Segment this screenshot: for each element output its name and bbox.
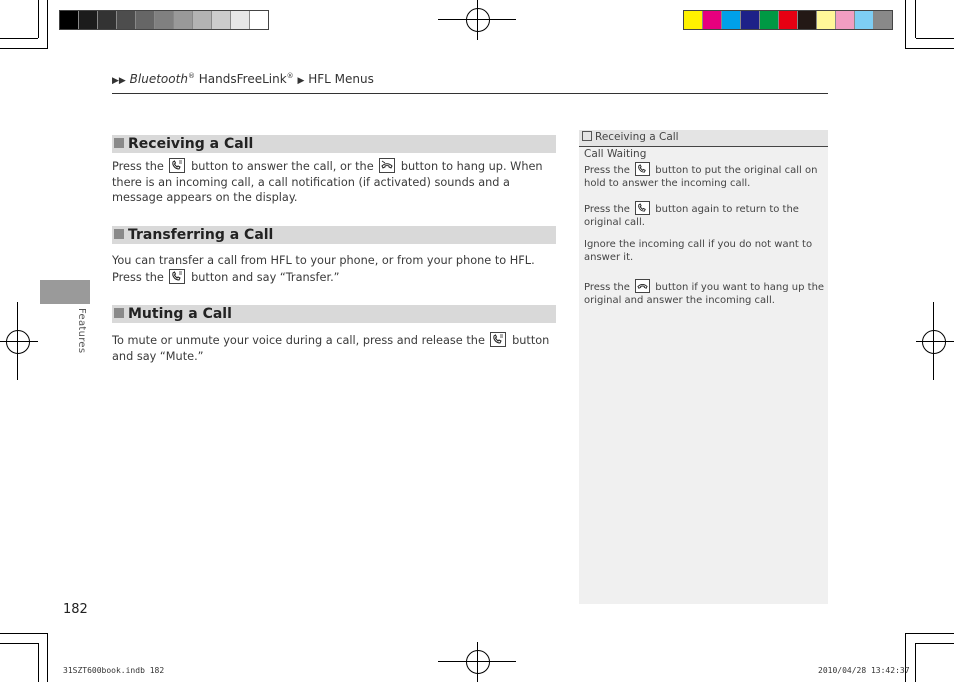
color-swatch	[703, 11, 722, 29]
color-swatch	[855, 11, 874, 29]
gray-swatch	[79, 11, 98, 29]
print-footer-file: 31SZT600book.indb 182	[63, 666, 165, 675]
gray-swatch	[98, 11, 117, 29]
gray-swatch	[60, 11, 79, 29]
color-swatch	[741, 11, 760, 29]
heading-muting-a-call: Muting a Call	[112, 305, 556, 323]
pickup-button-icon	[169, 269, 185, 284]
square-bullet-icon	[114, 308, 124, 318]
page-number: 182	[63, 602, 88, 617]
breadcrumb-arrow-icon: ▶	[297, 76, 305, 86]
pickup-button-icon	[169, 158, 185, 173]
color-swatch	[779, 11, 798, 29]
breadcrumb-item-handsfreelink: HandsFreeLink	[198, 72, 287, 86]
gray-swatch	[231, 11, 250, 29]
pickup-button-icon	[635, 201, 650, 215]
gray-swatch	[250, 11, 268, 29]
pickup-button-icon	[490, 332, 506, 347]
section-tab-label: Features	[76, 308, 87, 354]
gray-swatch	[117, 11, 136, 29]
square-bullet-icon	[114, 138, 124, 148]
color-swatch	[874, 11, 892, 29]
paragraph-receiving-a-call: Press the button to answer the call, or the button to hang up. When there is an incoming call, a call notification (if activated) sounds and a message appears on the display.	[112, 160, 543, 204]
header-rule	[112, 93, 828, 94]
print-footer-timestamp: 2010/04/28 13:42:37	[818, 666, 910, 675]
color-swatch	[798, 11, 817, 29]
sidebar-heading: Receiving a Call	[579, 130, 828, 146]
sidebar-paragraph-1: Press the button to put the original call on hold to answer the incoming call.	[584, 162, 827, 190]
sidebar-paragraph-4: Press the button if you want to hang up the original and answer the incoming call.	[584, 279, 827, 307]
note-icon	[582, 131, 592, 141]
color-swatch	[760, 11, 779, 29]
process-color-bar	[683, 10, 893, 30]
square-bullet-icon	[114, 229, 124, 239]
color-swatch	[836, 11, 855, 29]
breadcrumb-arrow-icon: ▶▶	[112, 76, 126, 86]
hangup-button-icon	[635, 279, 650, 293]
gray-swatch	[136, 11, 155, 29]
gray-swatch	[174, 11, 193, 29]
gray-swatch	[212, 11, 231, 29]
gray-swatch	[155, 11, 174, 29]
heading-transferring-a-call: Transferring a Call	[112, 226, 556, 244]
gray-swatch	[193, 11, 212, 29]
paragraph-muting-a-call: To mute or unmute your voice during a call, press and release the button and say “Mute.”	[112, 334, 550, 363]
breadcrumb-item-bluetooth: Bluetooth	[129, 72, 188, 86]
section-tab	[40, 280, 90, 304]
gray-color-bar	[59, 10, 269, 30]
sidebar-paragraph-3: Ignore the incoming call if you do not want to answer it.	[584, 239, 813, 263]
paragraph-transferring-a-call: You can transfer a call from HFL to your phone, or from your phone to HFL. Press the button and say “Transfer.”	[112, 254, 535, 284]
breadcrumb-item-hfl-menus: HFL Menus	[308, 72, 374, 86]
heading-receiving-a-call: Receiving a Call	[112, 135, 556, 153]
color-swatch	[722, 11, 741, 29]
pickup-button-icon	[635, 162, 650, 176]
color-swatch	[684, 11, 703, 29]
breadcrumb: ▶▶ Bluetooth® HandsFreeLink® ▶ HFL Menus	[112, 72, 374, 86]
sidebar-paragraph-2: Press the button again to return to the original call.	[584, 201, 827, 229]
sidebar-subheading: Call Waiting	[584, 148, 647, 160]
sidebar-rule	[579, 146, 828, 147]
color-swatch	[817, 11, 836, 29]
hangup-button-icon	[379, 158, 395, 173]
